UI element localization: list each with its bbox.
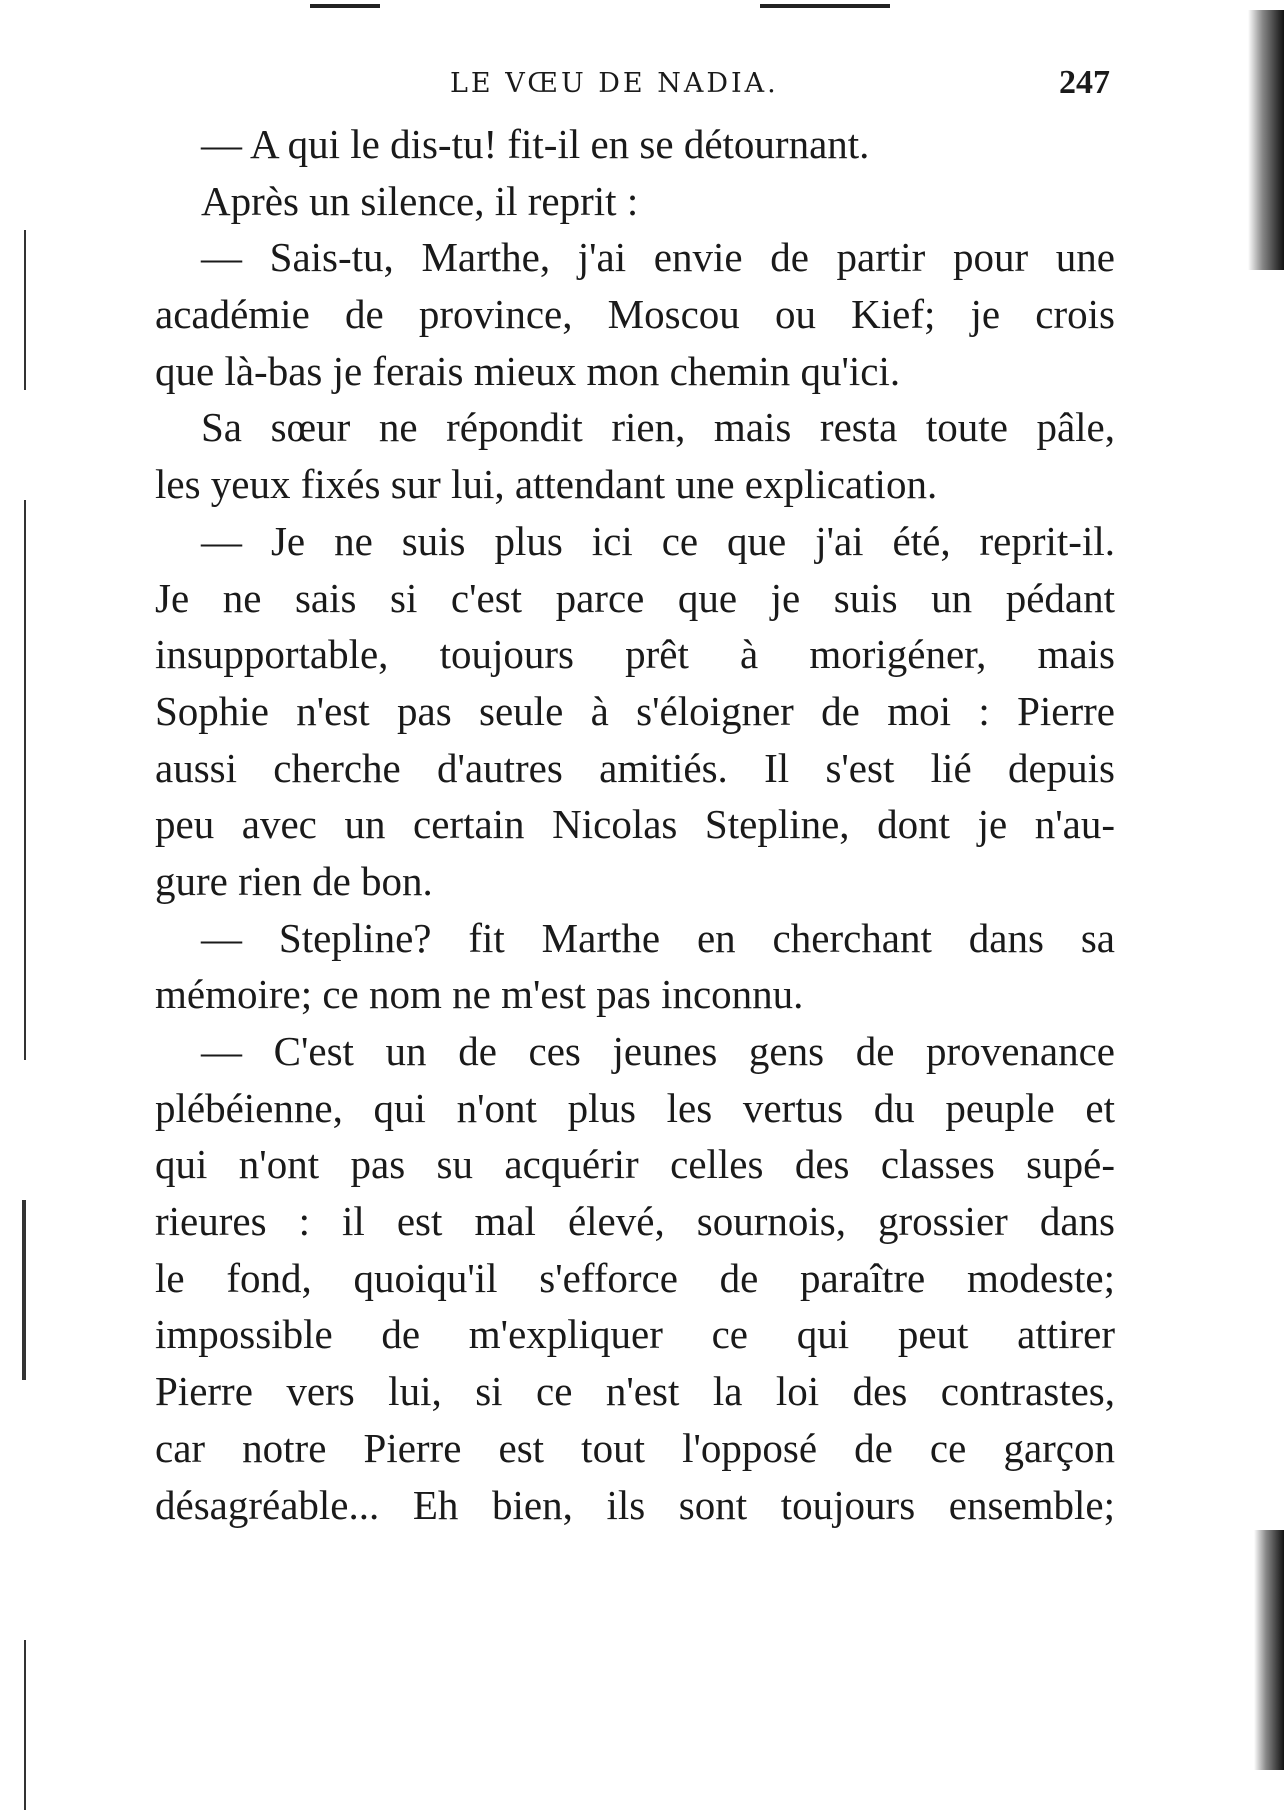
text-line: peu avec un certain Nicolas Stepline, dont je n'au- <box>155 801 1115 848</box>
text-line: Pierre vers lui, si ce n'est la loi des contrastes, <box>155 1368 1115 1415</box>
body-text <box>155 116 1115 1533</box>
text-line: rieures : il est mal élevé, sournois, grossier dans <box>155 1198 1115 1245</box>
page-number: 247 <box>1059 64 1110 101</box>
text-line: Sophie n'est pas seule à s'éloigner de moi : Pierre <box>155 687 1115 734</box>
scan-mark-top-right <box>760 4 890 8</box>
text-line: — C'est un de ces jeunes gens de provenance <box>201 1028 1115 1074</box>
text-line: mémoire; ce nom ne m'est pas inconnu. <box>155 971 804 1018</box>
text-line: désagréable... Eh bien, ils sont toujours ensemble; <box>155 1481 1115 1528</box>
scan-edge-upper <box>1248 10 1284 270</box>
text-line: gure rien de bon. <box>155 857 433 904</box>
text-line: — Je ne suis plus ici ce que j'ai été, reprit-il. <box>201 517 1115 564</box>
scan-rule-left-3 <box>22 1200 26 1380</box>
text-line: Après un silence, il reprit : <box>201 177 639 224</box>
text-line: — Stepline? fit Marthe en cherchant dans sa <box>201 914 1115 961</box>
running-title: LE VŒU DE NADIA. <box>450 68 779 99</box>
text-line: insupportable, toujours prêt à morigéner, mais <box>155 631 1115 678</box>
running-head <box>150 64 1110 108</box>
text-line: — A qui le dis-tu! fit-il en se détournant. <box>201 121 870 167</box>
text-line: qui n'ont pas su acquérir celles des classes supé- <box>155 1141 1115 1188</box>
scan-edge-lower <box>1254 1530 1284 1770</box>
text-line: aussi cherche d'autres amitiés. Il s'est lié depuis <box>155 744 1115 791</box>
scan-rule-left-1 <box>24 230 26 390</box>
text-line: — Sais-tu, Marthe, j'ai envie de partir pour une <box>201 234 1115 281</box>
text-line: le fond, quoiqu'il s'efforce de paraître modeste; <box>155 1254 1115 1301</box>
text-line: que là-bas je ferais mieux mon chemin qu'ici. <box>155 347 901 394</box>
text-line: Je ne sais si c'est parce que je suis un pédant <box>155 574 1115 621</box>
text-line: impossible de m'expliquer ce qui peut attirer <box>155 1311 1115 1358</box>
scan-rule-left-2 <box>24 500 26 1060</box>
scan-rule-left-4 <box>24 1640 26 1810</box>
scan-mark-top-left <box>310 4 380 8</box>
text-line: plébéienne, qui n'ont plus les vertus du peuple et <box>155 1084 1115 1131</box>
text-line: académie de province, Moscou ou Kief; je crois <box>155 291 1115 338</box>
text-line: les yeux fixés sur lui, attendant une explication. <box>155 461 938 508</box>
text-line: car notre Pierre est tout l'opposé de ce garçon <box>155 1424 1115 1471</box>
text-line: Sa sœur ne répondit rien, mais resta toute pâle, <box>201 404 1115 451</box>
